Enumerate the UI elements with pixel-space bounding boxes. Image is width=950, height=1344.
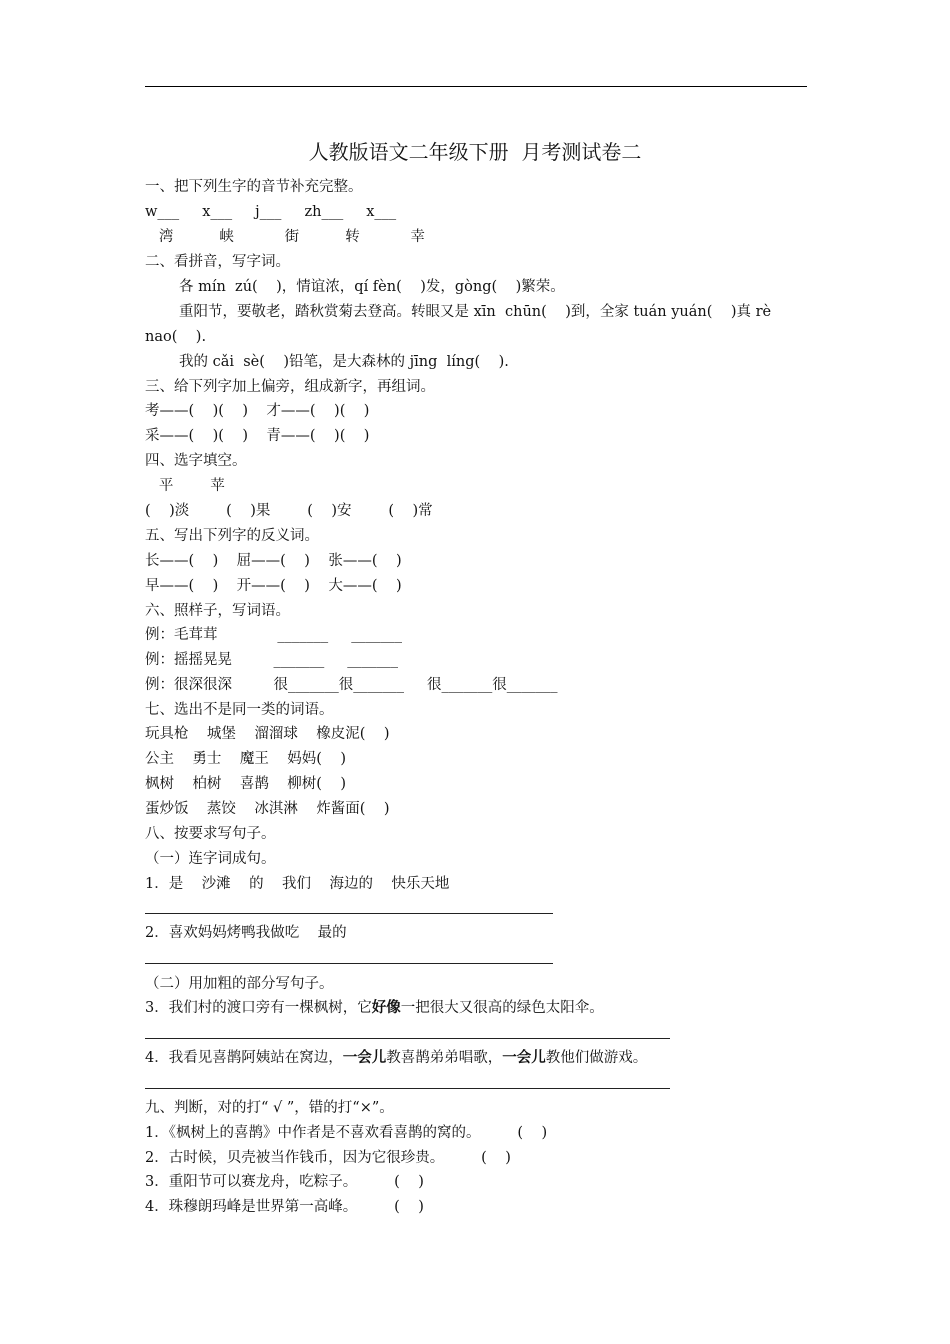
answer-line bbox=[145, 913, 553, 914]
subsection-heading: （二）用加粗的部分写句子。 bbox=[145, 976, 334, 992]
section-3-line: 采——( )( ) 青——( )( ) bbox=[145, 428, 370, 444]
page-title: 人教版语文二年级下册 月考测试卷二 bbox=[308, 140, 642, 164]
section-5-line: 长——( ) 屈——( ) 张——( ) bbox=[145, 553, 402, 569]
answer-line bbox=[145, 1038, 670, 1039]
section-5-line: 早——( ) 开——( ) 大——( ) bbox=[145, 578, 402, 594]
section-3-heading: 三、给下列字加上偏旁，组成新字，再组词。 bbox=[145, 379, 435, 395]
judgement-item: 3．重阳节可以赛龙舟，吃粽子。 ( ) bbox=[145, 1174, 424, 1190]
character-row: 湾 峡 街 转 幸 bbox=[145, 229, 425, 245]
question-1: 1．是 沙滩 的 我们 海边的 快乐天地 bbox=[145, 876, 450, 892]
judgement-item: 2．古时候，贝壳被当作钱币，因为它很珍贵。 ( ) bbox=[145, 1150, 511, 1166]
section-6-heading: 六、照样子，写词语。 bbox=[145, 603, 290, 619]
section-4-heading: 四、选字填空。 bbox=[145, 453, 247, 469]
choice-characters: 平 苹 bbox=[145, 478, 225, 494]
bold-word: 一会儿 bbox=[342, 1049, 387, 1066]
question-3: 3．我们村的渡口旁有一棵枫树，它好像一把很大又很高的绿色太阳伞。 bbox=[145, 999, 604, 1016]
section-2-heading: 二、看拼音，写字词。 bbox=[145, 254, 290, 270]
section-2-line: 我的 cǎi sè( )铅笔，是大森林的 jīng líng( ). bbox=[179, 354, 509, 370]
section-6-line: 例：毛茸茸 _______ _______ bbox=[145, 627, 402, 643]
section-2-line: nao( ). bbox=[145, 329, 207, 345]
section-2-line: 各 mín zú( )，情谊浓，qí fèn( )发，gòng( )繁荣。 bbox=[179, 279, 565, 295]
section-6-line: 例：很深很深 很_______很_______ 很_______很_______ bbox=[145, 677, 558, 693]
answer-line bbox=[145, 963, 553, 964]
section-1-heading: 一、把下列生字的音节补充完整。 bbox=[145, 179, 363, 195]
pinyin-blanks: w___ x___ j___ zh___ x___ bbox=[145, 204, 397, 220]
section-7-heading: 七、选出不是同一类的词语。 bbox=[145, 702, 334, 718]
section-7-line: 枫树 柏树 喜鹊 柳树( ) bbox=[145, 776, 347, 792]
bold-word: 好像 bbox=[371, 999, 401, 1016]
judgement-item: 1．《枫树上的喜鹊》中作者是不喜欢看喜鹊的窝的。 ( ) bbox=[145, 1125, 548, 1141]
subsection-heading: （一）连字词成句。 bbox=[145, 851, 276, 867]
bold-word: 一会儿 bbox=[502, 1049, 546, 1066]
section-7-line: 玩具枪 城堡 溜溜球 橡皮泥( ) bbox=[145, 726, 390, 742]
section-7-line: 公主 勇士 魔王 妈妈( ) bbox=[145, 751, 347, 767]
section-6-line: 例：摇摇晃晃 _______ _______ bbox=[145, 652, 399, 668]
section-4-line: ( )淡 ( )果 ( )安 ( )常 bbox=[145, 503, 433, 519]
section-3-line: 考——( )( ) 才——( )( ) bbox=[145, 403, 370, 419]
question-4: 4．我看见喜鹊阿姨站在窝边，一会儿教喜鹊弟弟唱歌，一会儿教他们做游戏。 bbox=[145, 1049, 648, 1066]
section-2-line: 重阳节，要敬老，踏秋赏菊去登高。转眼又是 xīn chūn( )到，全家 tuán yuán( )真 rè bbox=[179, 304, 772, 320]
section-7-line: 蛋炒饭 蒸饺 冰淇淋 炸酱面( ) bbox=[145, 801, 390, 817]
header-rule bbox=[145, 86, 807, 87]
section-8-heading: 八、按要求写句子。 bbox=[145, 826, 276, 842]
section-5-heading: 五、写出下列字的反义词。 bbox=[145, 528, 319, 544]
judgement-item: 4．珠穆朗玛峰是世界第一高峰。 ( ) bbox=[145, 1199, 424, 1215]
section-9-heading: 九、判断，对的打“ √ ”，错的打“×”。 bbox=[145, 1100, 394, 1116]
answer-line bbox=[145, 1088, 670, 1089]
question-2: 2．喜欢妈妈烤鸭我做吃 最的 bbox=[145, 925, 347, 941]
